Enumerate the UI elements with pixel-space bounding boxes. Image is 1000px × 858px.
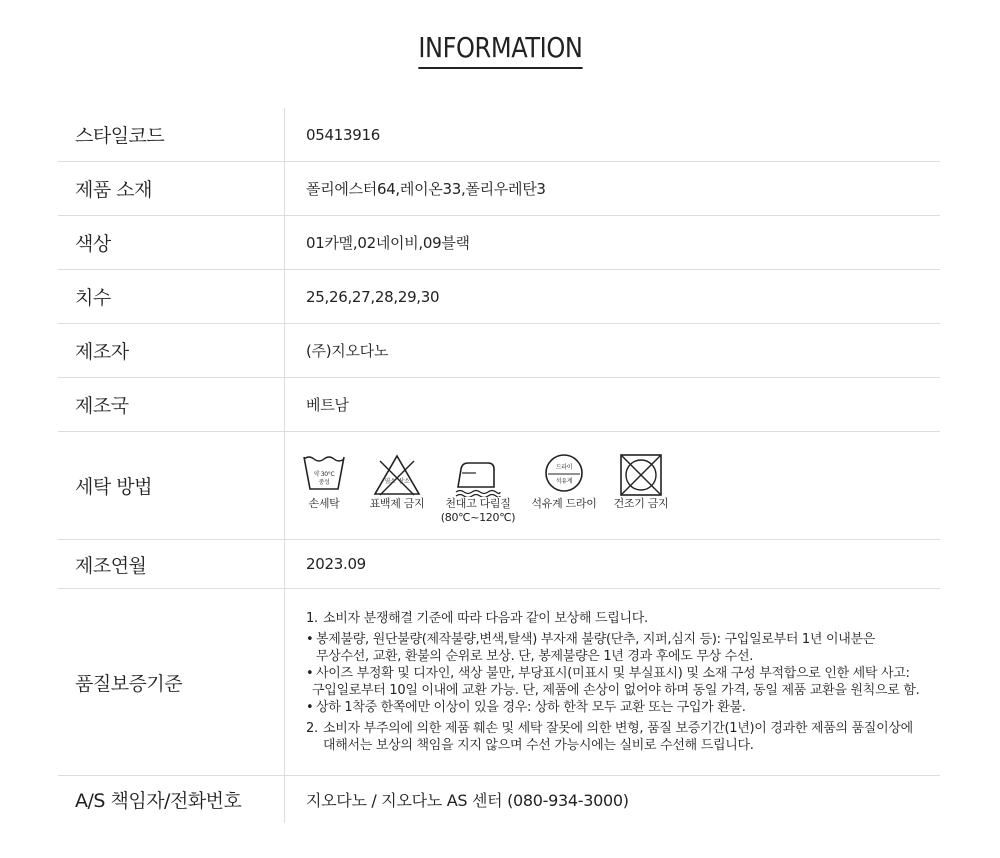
bullet-line: 상하 1착중 한쪽에만 이상이 있을 경우: 상하 한착 모두 교환 또는 구입가 환불. bbox=[316, 700, 746, 715]
row-value: 05413916 bbox=[285, 108, 941, 162]
row-value-warranty bbox=[285, 589, 941, 776]
no-bleach-chlorine: 염소 bbox=[384, 477, 396, 485]
warranty-bullet: • 상하 1착중 한쪽에만 이상이 있을 경우: 상하 한착 모두 교환 또는 구입가 환불. bbox=[306, 700, 746, 715]
bullet-line: 사이즈 부정확 및 디자인, 색상 불만, 부당표시(미표시 및 부실표시) 및 소재 구성 부적합으로 인한 세탁 사고: bbox=[316, 666, 910, 681]
care-label: 건조기 금지 bbox=[613, 496, 669, 510]
iron-icon bbox=[454, 453, 502, 497]
table-row-style-code bbox=[58, 108, 940, 162]
row-label: 제조연월 bbox=[58, 540, 285, 589]
item-text: 소비자 부주의에 의한 제품 훼손 및 세탁 잘못에 의한 변형, 품질 보증기간(1년)이 경과한 제품의 품질이상에 bbox=[323, 721, 913, 736]
item-text: 대해서는 보상의 책임을 지지 않으며 수선 가능시에는 실비로 수선해 드립니다. bbox=[323, 738, 754, 753]
title-wrap bbox=[0, 30, 1000, 69]
no-tumble-dry-icon bbox=[619, 453, 663, 497]
row-label: 스타일코드 bbox=[58, 108, 285, 162]
item-text: 소비자 분쟁해결 기준에 따라 다음과 같이 보상해 드립니다. bbox=[323, 611, 648, 626]
product-info-table bbox=[58, 108, 940, 823]
care-item-no-bleach bbox=[364, 453, 430, 511]
row-label: 품질보증기준 bbox=[58, 589, 285, 776]
row-value: (주)지오다노 bbox=[285, 324, 941, 378]
hand-wash-neutral: 중성 bbox=[318, 478, 330, 486]
hand-wash-icon bbox=[302, 453, 346, 493]
row-label: 치수 bbox=[58, 270, 285, 324]
care-label: 손세탁 bbox=[308, 496, 340, 510]
dry-clean-top: 드라이 bbox=[555, 463, 573, 471]
care-sub-label: (80℃~120℃) bbox=[440, 510, 516, 524]
warranty-item-1 bbox=[306, 610, 940, 627]
care-item-no-tumble-dry bbox=[608, 453, 674, 511]
warranty-bullet: • 사이즈 부정확 및 디자인, 색상 불만, 부당표시(미표시 및 부실표시) 및 소재 구성 부적합으로 인한 세탁 사고: 구입일로부터 10일 이내에 교환 가능. 단, 제품에 손상이 없어야 하며 동일 가격, 동일 제품 교환을 원칙으로 함. bbox=[306, 666, 920, 698]
item-number: 2. bbox=[306, 721, 318, 736]
table-row-as bbox=[58, 776, 940, 824]
bullet-line: 봉제불량, 원단불량(제작불량,변색,탈색) 부자재 불량(단추, 지퍼,심지 등): 구입일로부터 1년 이내분은 bbox=[316, 632, 876, 647]
row-label: 제조자 bbox=[58, 324, 285, 378]
item-number: 1. bbox=[306, 611, 318, 626]
bullet-line: 무상수선, 교환, 환불의 순위로 보상. 단, 봉제불량은 1년 경과 후에도 무상 수선. bbox=[316, 649, 754, 664]
row-value-care bbox=[285, 432, 941, 540]
row-value: 2023.09 bbox=[285, 540, 941, 589]
care-item-iron bbox=[438, 453, 518, 525]
care-item-dry-clean bbox=[524, 453, 604, 511]
care-icon-row bbox=[306, 453, 940, 525]
no-bleach-oxygen: 산소 bbox=[398, 477, 410, 485]
table-row-size bbox=[58, 270, 940, 324]
row-value: 25,26,27,28,29,30 bbox=[285, 270, 941, 324]
warranty-bullet: • 봉제불량, 원단불량(제작불량,변색,탈색) 부자재 불량(단추, 지퍼,심지 등): 구입일로부터 1년 이내분은 무상수선, 교환, 환불의 순위로 보상. 단, 봉제불량은 1년 경과 후에도 무상 수선. bbox=[306, 632, 876, 664]
table-row-color bbox=[58, 216, 940, 270]
row-value: 폴리에스터64,레이온33,폴리우레탄3 bbox=[285, 162, 941, 216]
bullet-line: 구입일로부터 10일 이내에 교환 가능. 단, 제품에 손상이 없어야 하며 동일 가격, 동일 제품 교환을 원칙으로 함. bbox=[312, 683, 920, 698]
table-row-country bbox=[58, 378, 940, 432]
row-label: 제조국 bbox=[58, 378, 285, 432]
dry-clean-icon bbox=[542, 453, 586, 497]
no-bleach-icon bbox=[372, 453, 422, 497]
hand-wash-temp: 약 30°C bbox=[313, 470, 335, 478]
table-row-washing bbox=[58, 432, 940, 540]
warranty-text bbox=[306, 610, 940, 754]
row-label: 제품 소재 bbox=[58, 162, 285, 216]
dry-clean-bottom: 석유계 bbox=[555, 477, 573, 485]
table-row-material bbox=[58, 162, 940, 216]
care-item-hand-wash bbox=[294, 453, 354, 511]
row-label: 색상 bbox=[58, 216, 285, 270]
row-value: 지오다노 / 지오다노 AS 센터 (080-934-3000) bbox=[306, 791, 629, 810]
table-row-manufacturer bbox=[58, 324, 940, 378]
row-label: 세탁 방법 bbox=[58, 432, 285, 540]
row-label: A/S 책임자/전화번호 bbox=[58, 776, 285, 824]
care-label: 석유계 드라이 bbox=[531, 496, 597, 510]
care-label: 천대고 다림질 bbox=[445, 496, 511, 510]
row-value: 베트남 bbox=[285, 378, 941, 432]
warranty-item-2 bbox=[306, 720, 940, 754]
care-label: 표백제 금지 bbox=[369, 496, 425, 510]
table-row-date bbox=[58, 540, 940, 589]
page-title: INFORMATION bbox=[418, 30, 582, 69]
table-row-warranty bbox=[58, 589, 940, 776]
row-value: 01카멜,02네이비,09블랙 bbox=[285, 216, 941, 270]
